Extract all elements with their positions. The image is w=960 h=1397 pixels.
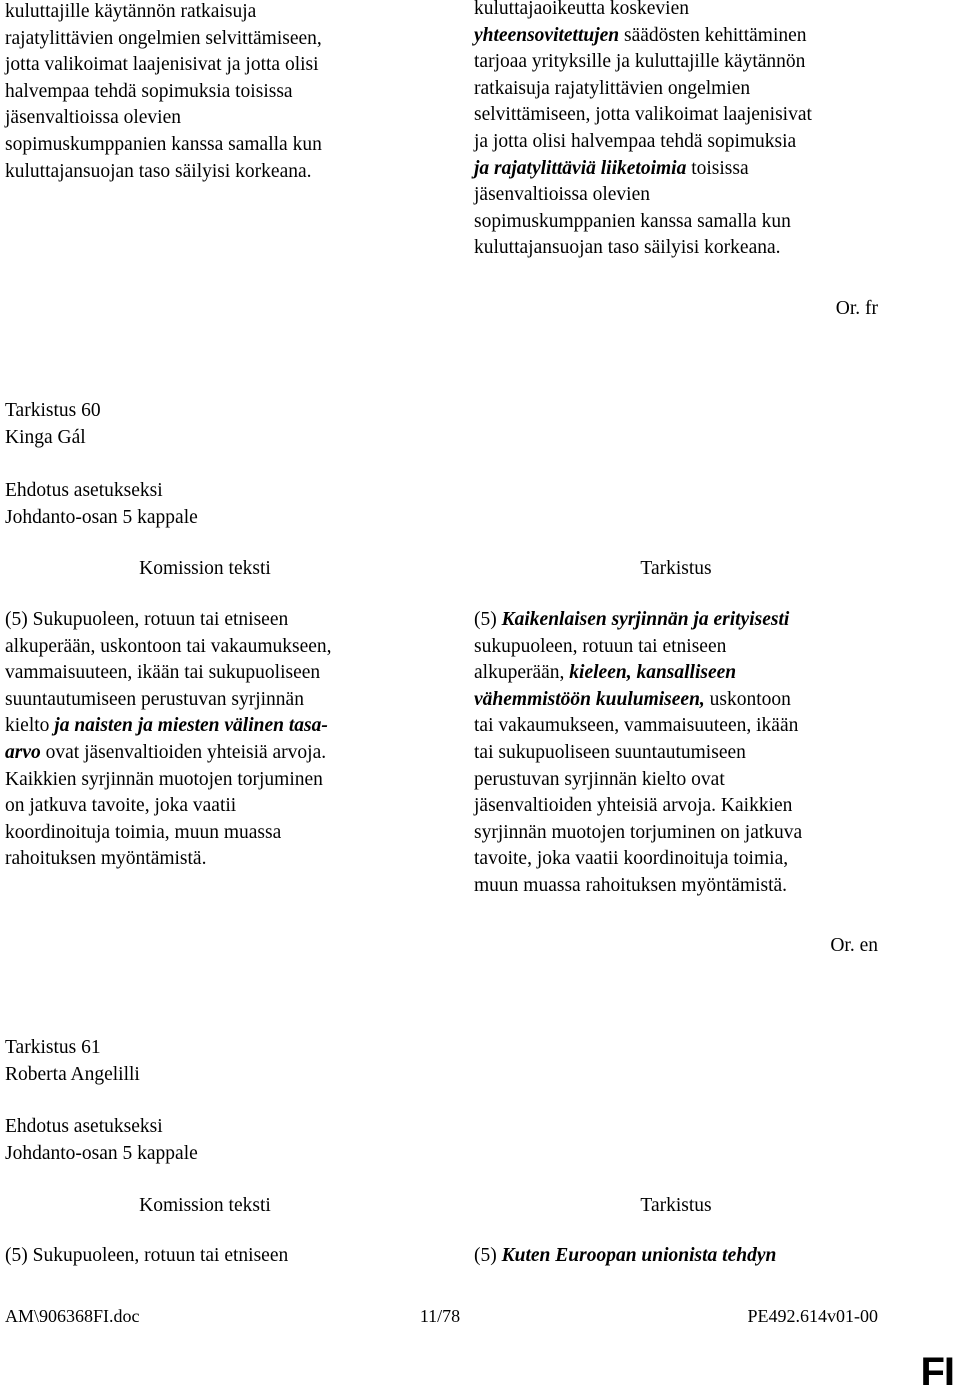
text-line: sukupuoleen, rotuun tai etniseen bbox=[474, 635, 727, 657]
text-line: kuluttajansuojan taso säilyisi korkeana. bbox=[5, 160, 312, 182]
top-right-text bbox=[474, 0, 904, 262]
amended-text: vähemmistöön kuulumiseen, bbox=[474, 688, 705, 710]
proposal-label: Ehdotus asetukseksi bbox=[5, 480, 163, 501]
text-line: tai sukupuoliseen suuntautumiseen bbox=[474, 741, 746, 763]
text-line: suuntautumiseen perustuvan syrjinnän bbox=[5, 688, 304, 710]
amendment-61-header bbox=[5, 1035, 140, 1088]
deleted-text: arvo bbox=[5, 741, 41, 763]
text-line: kuluttajille käytännön ratkaisuja bbox=[5, 1, 257, 22]
text-span: uskontoon bbox=[704, 688, 791, 710]
text-line: (5) Sukupuoleen, rotuun tai etniseen bbox=[5, 1245, 289, 1266]
text-line: kuluttajansuojan taso säilyisi korkeana. bbox=[474, 237, 781, 259]
amendment-text bbox=[474, 607, 904, 900]
text-line: vammaisuuteen, ikään tai sukupuoliseen bbox=[5, 662, 321, 684]
text-line bbox=[474, 156, 904, 183]
text-span: alkuperään, bbox=[474, 662, 570, 684]
top-left-text bbox=[5, 0, 405, 185]
text-line: syrjinnän muotojen torjuminen on jatkuva bbox=[474, 821, 803, 843]
text-line: ratkaisuja rajatylittävien ongelmien bbox=[474, 77, 751, 99]
text-line: on jatkuva tavoite, joka vaatii bbox=[5, 795, 237, 817]
text-line: jäsenvaltioissa olevien bbox=[5, 107, 181, 129]
text-line: koordinoituja toimia, muun muassa bbox=[5, 821, 282, 843]
text-span: (5) bbox=[474, 609, 502, 630]
text-span: säädösten kehittäminen bbox=[619, 24, 807, 46]
text-line: (5) Sukupuoleen, rotuun tai etniseen bbox=[5, 609, 289, 630]
text-line: tai vakaumukseen, vammaisuuteen, ikään bbox=[474, 715, 799, 737]
amendment-number: Tarkistus 61 bbox=[5, 1037, 101, 1058]
commission-text bbox=[5, 607, 405, 873]
document-reference: AM\906368FI.doc bbox=[5, 1306, 140, 1326]
text-line bbox=[474, 23, 904, 50]
amendment-author: Kinga Gál bbox=[5, 426, 86, 448]
language-mark: FI bbox=[920, 1350, 954, 1394]
text-line bbox=[474, 687, 904, 714]
text-line: jäsenvaltioissa olevien bbox=[474, 184, 650, 206]
text-line bbox=[5, 740, 405, 767]
text-line: halvempaa tehdä sopimuksia toisissa bbox=[5, 80, 293, 102]
text-span: ovat jäsenvaltioiden yhteisiä arvoja. bbox=[40, 741, 327, 763]
text-line: kuluttajaoikeutta koskevien bbox=[474, 0, 689, 19]
text-span: toisissa bbox=[686, 157, 749, 179]
original-language: Or. fr bbox=[835, 298, 878, 319]
page-number: 11/78 bbox=[419, 1306, 461, 1326]
commission-text-header: Komission teksti bbox=[139, 1195, 271, 1216]
text-line: ja jotta olisi halvempaa tehdä sopimuksia bbox=[474, 130, 797, 152]
amendment-text bbox=[474, 1243, 904, 1270]
text-line: perustuvan syrjinnän kielto ovat bbox=[474, 768, 725, 790]
amendment-61-reference bbox=[5, 1114, 198, 1167]
amended-text: ja rajatylittäviä liiketoimia bbox=[474, 157, 687, 179]
text-line bbox=[474, 660, 904, 687]
amendment-author: Roberta Angelilli bbox=[5, 1063, 140, 1085]
amendment-60-reference bbox=[5, 478, 198, 531]
amended-text: yhteensovitettujen bbox=[474, 24, 620, 46]
text-span: (5) bbox=[474, 1245, 502, 1266]
amendment-column-header: Tarkistus bbox=[640, 1195, 712, 1216]
commission-text bbox=[5, 1243, 405, 1270]
text-line: rahoituksen myöntämistä. bbox=[5, 848, 207, 870]
amended-text: Kaikenlaisen syrjinnän ja erityisesti bbox=[501, 609, 790, 630]
section-label: Johdanto-osan 5 kappale bbox=[5, 506, 198, 528]
text-line bbox=[5, 713, 405, 740]
section-label: Johdanto-osan 5 kappale bbox=[5, 1142, 198, 1164]
text-line: rajatylittävien ongelmien selvittämiseen, bbox=[5, 27, 322, 49]
pe-reference: PE492.614v01-00 bbox=[747, 1306, 878, 1326]
text-line: jotta valikoimat laajenisivat ja jotta olisi bbox=[5, 54, 319, 76]
original-language: Or. en bbox=[830, 935, 878, 956]
text-line: Kaikkien syrjinnän muotojen torjuminen bbox=[5, 768, 323, 790]
deleted-text: ja naisten ja miesten välinen tasa- bbox=[54, 715, 328, 737]
commission-text-header: Komission teksti bbox=[139, 558, 271, 579]
text-span: kielto bbox=[5, 715, 55, 737]
text-line: alkuperään, uskontoon tai vakaumukseen, bbox=[5, 635, 332, 657]
proposal-label: Ehdotus asetukseksi bbox=[5, 1116, 163, 1137]
text-line bbox=[474, 607, 904, 634]
text-line: selvittämiseen, jotta valikoimat laajenisivat bbox=[474, 104, 812, 126]
amended-text: Kuten Euroopan unionista tehdyn bbox=[501, 1245, 777, 1266]
text-line: tarjoaa yrityksille ja kuluttajille käytännön bbox=[474, 51, 806, 73]
amended-text: kieleen, kansalliseen bbox=[569, 662, 737, 684]
text-line bbox=[474, 1243, 904, 1270]
amendment-number: Tarkistus 60 bbox=[5, 400, 101, 421]
text-line: muun muassa rahoituksen myöntämistä. bbox=[474, 874, 788, 896]
amendment-column-header: Tarkistus bbox=[640, 558, 712, 579]
text-line: sopimuskumppanien kanssa samalla kun bbox=[474, 210, 791, 232]
text-line: sopimuskumppanien kanssa samalla kun bbox=[5, 133, 322, 155]
text-line: tavoite, joka vaatii koordinoituja toimia, bbox=[474, 848, 789, 870]
text-line: jäsenvaltioiden yhteisiä arvoja. Kaikkien bbox=[474, 795, 793, 817]
amendment-60-header bbox=[5, 398, 101, 451]
